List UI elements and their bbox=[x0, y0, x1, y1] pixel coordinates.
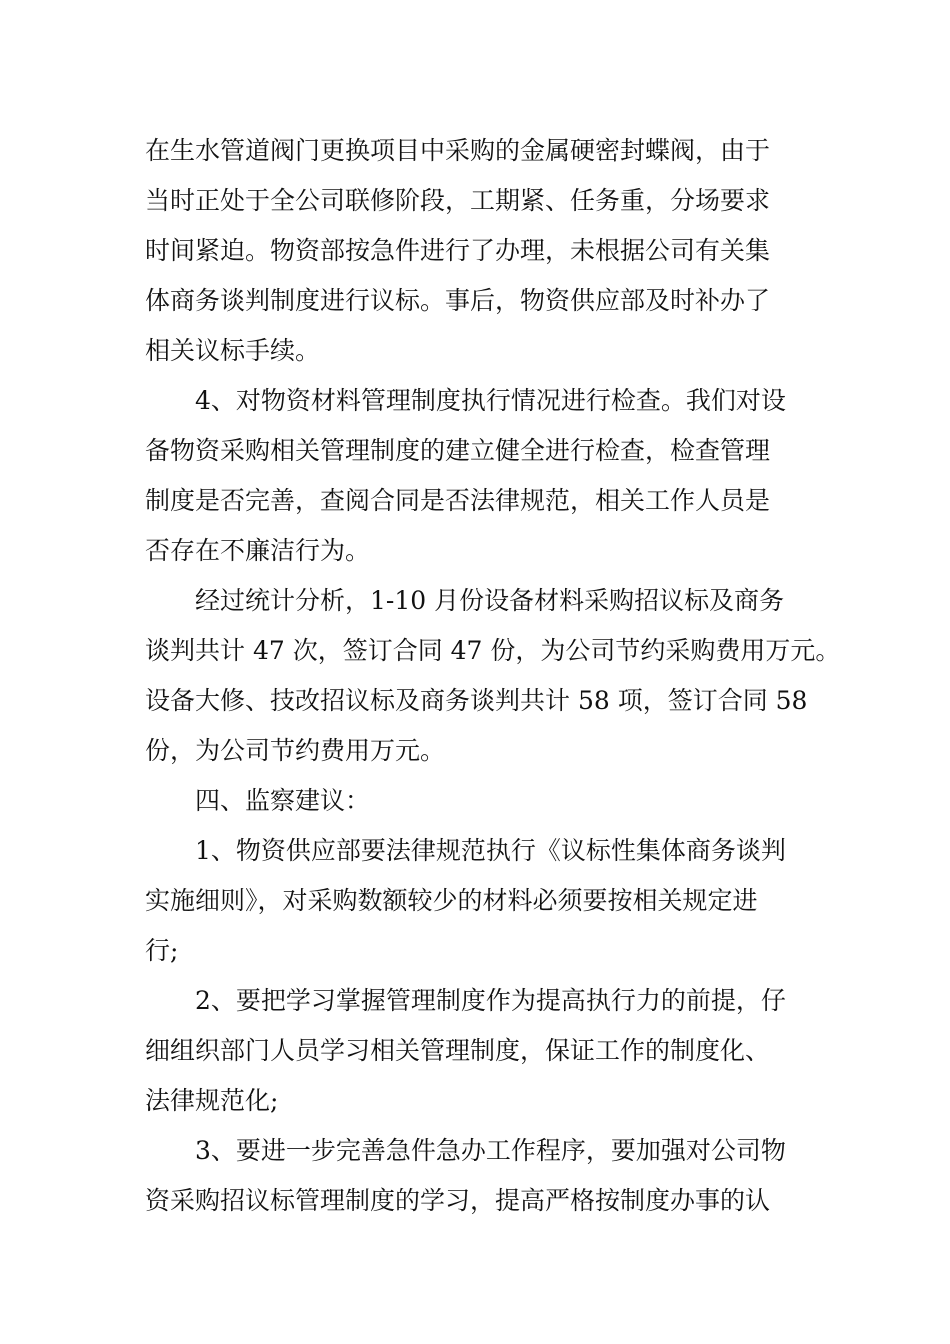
text-line: 3、要进一步完善急件急办工作程序，要加强对公司物 bbox=[195, 1136, 786, 1165]
text-line: 细组织部门人员学习相关管理制度，保证工作的制度化、 bbox=[145, 1036, 771, 1065]
document-body bbox=[145, 126, 841, 1226]
text-line: 否存在不廉洁行为。 bbox=[145, 536, 371, 565]
text-line: 当时正处于全公司联修阶段，工期紧、任务重，分场要求 bbox=[145, 186, 771, 215]
text-line: 备物资采购相关管理制度的建立健全进行检查，检查管理 bbox=[145, 436, 771, 465]
text-line: 1、物资供应部要法律规范执行《议标性集体商务谈判 bbox=[195, 836, 786, 865]
text-line: 经过统计分析，1-10 月份设备材料采购招议标及商务 bbox=[195, 586, 785, 615]
text-line: 行; bbox=[145, 936, 179, 965]
text-line: 份，为公司节约费用万元。 bbox=[145, 736, 446, 765]
text-line: 设备大修、技改招议标及商务谈判共计 58 项，签订合同 58 bbox=[145, 686, 808, 715]
text-line: 相关议标手续。 bbox=[145, 336, 321, 365]
text-line: 法律规范化; bbox=[145, 1086, 279, 1115]
text-line: 谈判共计 47 次，签订合同 47 份，为公司节约采购费用万元。 bbox=[145, 636, 841, 665]
text-line: 在生水管道阀门更换项目中采购的金属硬密封蝶阀，由于 bbox=[145, 136, 771, 165]
text-line: 实施细则》，对采购数额较少的材料必须要按相关规定进 bbox=[145, 886, 758, 915]
text-line: 4、对物资材料管理制度执行情况进行检查。我们对设 bbox=[195, 386, 786, 415]
text-line: 时间紧迫。物资部按急件进行了办理，未根据公司有关集 bbox=[145, 236, 771, 265]
text-line: 制度是否完善，查阅合同是否法律规范，相关工作人员是 bbox=[145, 486, 771, 515]
text-line: 体商务谈判制度进行议标。事后，物资供应部及时补办了 bbox=[145, 286, 771, 315]
text-line: 资采购招议标管理制度的学习，提高严格按制度办事的认 bbox=[145, 1186, 771, 1215]
text-line: 2、要把学习掌握管理制度作为提高执行力的前提，仔 bbox=[195, 986, 786, 1015]
section-heading: 四、监察建议： bbox=[195, 786, 371, 815]
